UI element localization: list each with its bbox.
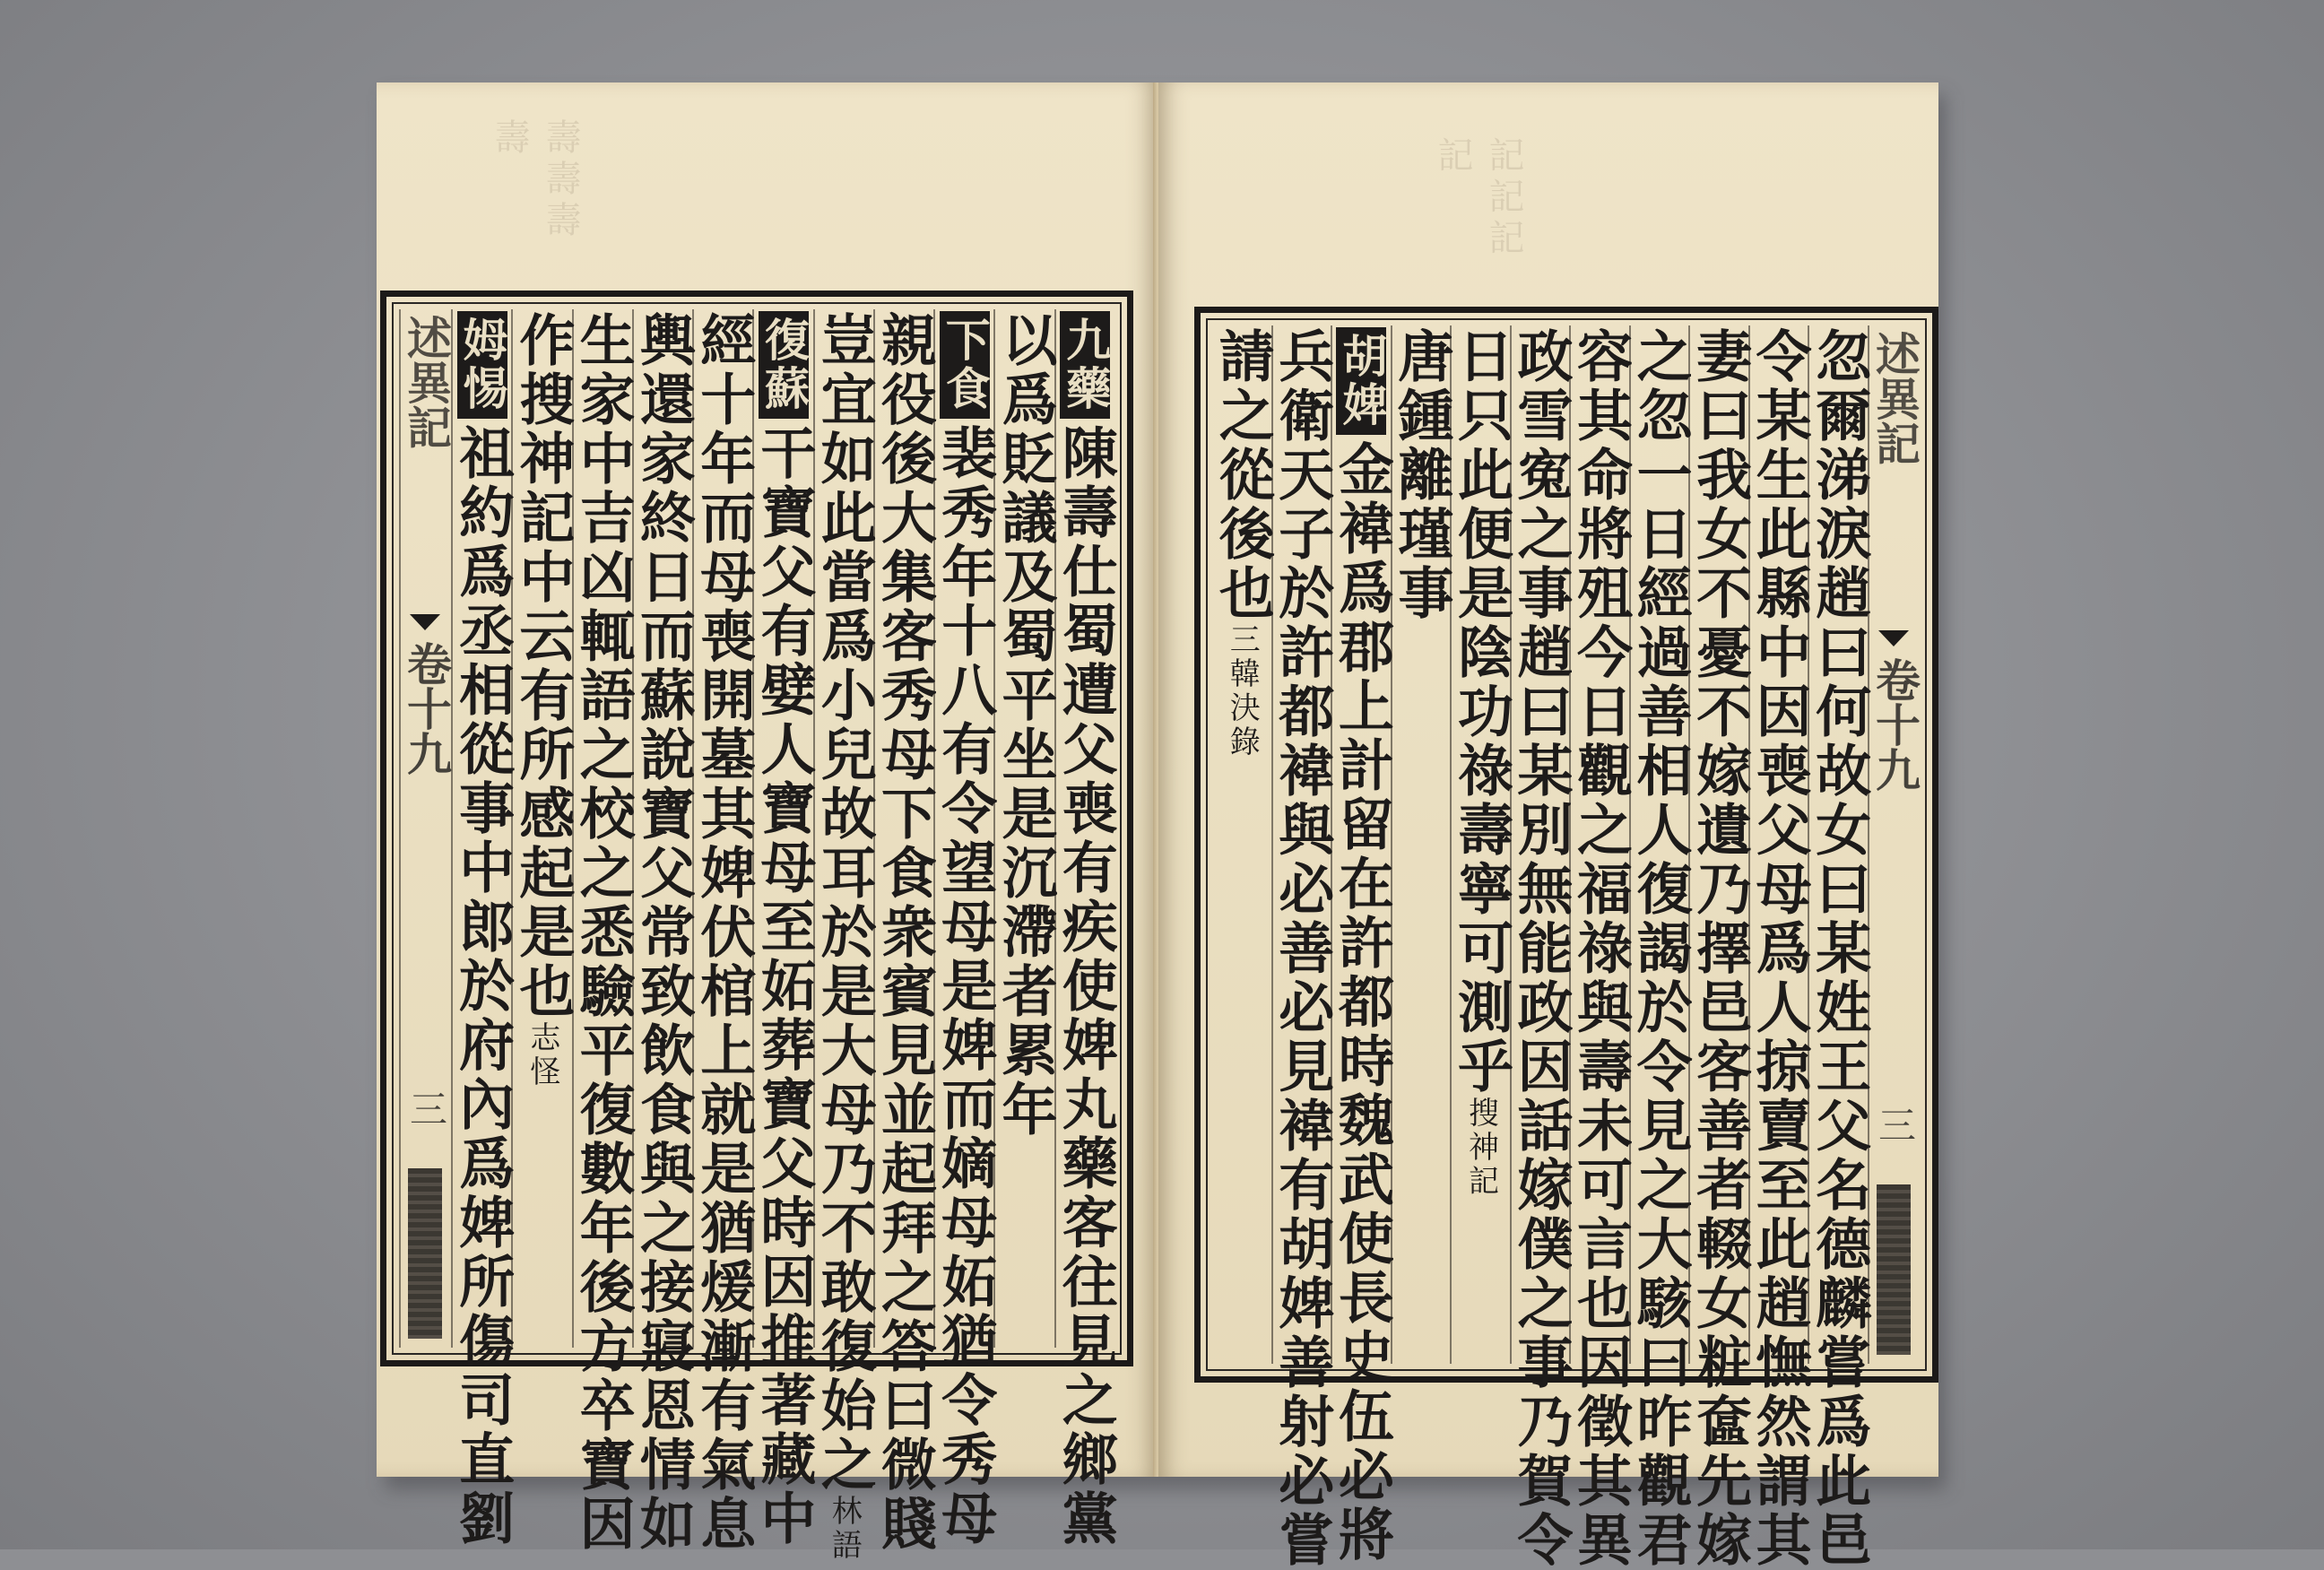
column-text: 政雪寃之事趙曰某別無能政因話嫁僕之事乃賀令 (1507, 327, 1574, 1570)
text-column (1329, 325, 1395, 1565)
heading-tag: 復蘇 (759, 311, 809, 419)
text-column (1627, 325, 1694, 1570)
text-column (1053, 309, 1119, 1548)
column-text: 請之從後也 (1210, 327, 1276, 623)
column-text: 忽爾涕淚趙曰何故女曰某姓王父名德麟嘗爲此邑 (1806, 327, 1872, 1570)
text-column (1448, 325, 1514, 1364)
text-column (1507, 325, 1574, 1570)
column-text: 裴秀年十八有令望母是婢而嫡母妬猶令秀母 (932, 424, 998, 1548)
column-text: 日只此便是陰功祿壽寧可測乎 (1448, 327, 1514, 1097)
banner-title: 述異記 (400, 315, 453, 449)
text-column (1806, 325, 1872, 1570)
column-text: 之忽一日經過善相人復謁於令見之大駭曰昨觀君 (1627, 327, 1694, 1570)
banner-black-bar (1877, 1184, 1911, 1355)
heading-tag: 胡婢 (1336, 327, 1386, 435)
text-column (690, 309, 757, 1554)
heading-tag: 姆惕 (457, 311, 507, 419)
text-column (509, 309, 576, 1348)
source-note: 志怪 (524, 1021, 560, 1089)
column-text: 經十年而母喪開墓其婢伏棺上就是猶煖漸有氣息 (690, 311, 757, 1554)
fish-tail-mark (1878, 630, 1909, 646)
column-text: 祖約爲丞相從事中郎於府內爲婢所傷司直劉 (449, 424, 516, 1548)
source-note: 搜神記 (1462, 1097, 1499, 1199)
right-page (1158, 82, 1938, 1570)
right-page-columns (1210, 325, 1921, 1570)
column-text: 兵衛天子於許都褘與必善必見褘有胡婢善射必嘗 (1269, 327, 1335, 1570)
column-text: 輿還家終日而蘇說寶父常致飲食與之接寢恩情如 (630, 311, 697, 1554)
text-column (570, 309, 637, 1554)
column-text: 唐鍾離瑾事 (1388, 327, 1454, 623)
column-text: 干寶父有嬖人寶母至妬葬寶父時因推著藏中 (750, 424, 817, 1548)
source-note: 三韓決錄 (1224, 623, 1261, 759)
banner-page-number: 三 (404, 1089, 448, 1127)
column-text: 妻曰我女不憂不嫁遺乃擇邑客善者輟女粧奩先嫁 (1687, 327, 1753, 1570)
source-note: 林語 (826, 1495, 863, 1563)
fish-tail-mark (410, 614, 440, 630)
show-through-texture: 記記記記 (1432, 136, 1524, 260)
column-text: 令某生此縣中因喪父母爲人掠賣至此趙憮然謂其 (1747, 327, 1813, 1570)
text-column (993, 309, 1059, 1348)
left-page-frame (380, 291, 1133, 1563)
text-column (1210, 325, 1276, 1364)
column-text: 作搜神記中云有所感起是也 (509, 311, 576, 1021)
column-text: 容其命將殂今日觀之福祿與壽未可言也因徵其異 (1567, 327, 1634, 1570)
left-page-columns (399, 309, 1119, 1563)
text-column (932, 309, 998, 1548)
text-column (750, 309, 817, 1548)
heading-tag: 下食 (940, 311, 990, 419)
column-text: 金褘爲郡上計留在許都時魏武使長史伍必將 (1329, 440, 1395, 1565)
text-column (872, 309, 938, 1554)
banner-title: 述異記 (1869, 331, 1921, 465)
banner-black-bar (408, 1168, 442, 1339)
text-column (811, 309, 878, 1563)
text-column (630, 309, 697, 1554)
text-column (1567, 325, 1634, 1570)
open-book (377, 82, 1937, 1570)
right-page-frame (1194, 307, 1938, 1570)
right-page-banner (1868, 325, 1920, 1364)
column-text: 陳壽仕蜀遭父喪有疾使婢丸藥客往見之鄉黨 (1053, 424, 1119, 1548)
text-column (1747, 325, 1813, 1570)
heading-tag: 九藥 (1060, 311, 1110, 419)
left-page (377, 82, 1157, 1563)
banner-volume: 卷十九 (1869, 657, 1921, 792)
column-text: 豈宜如此當爲小兒故耳於是大母乃不敢復始之 (811, 311, 878, 1495)
left-page-banner (399, 309, 451, 1348)
banner-page-number: 三 (1873, 1106, 1917, 1143)
text-column (1687, 325, 1753, 1570)
banner-volume: 卷十九 (400, 641, 453, 776)
column-text: 生家中吉凶輒語之校之悉驗平復數年後方卒寶因 (570, 311, 637, 1554)
column-text: 親役後大集客秀母下食衆賓見並起拜之答曰微賤 (872, 311, 938, 1554)
text-column (1269, 325, 1335, 1570)
show-through-texture: 壽壽壽壽 (489, 118, 581, 242)
column-text: 以爲貶議及蜀平坐是沉滯者累年 (993, 311, 1059, 1140)
text-column (449, 309, 516, 1548)
text-column (1388, 325, 1454, 1364)
